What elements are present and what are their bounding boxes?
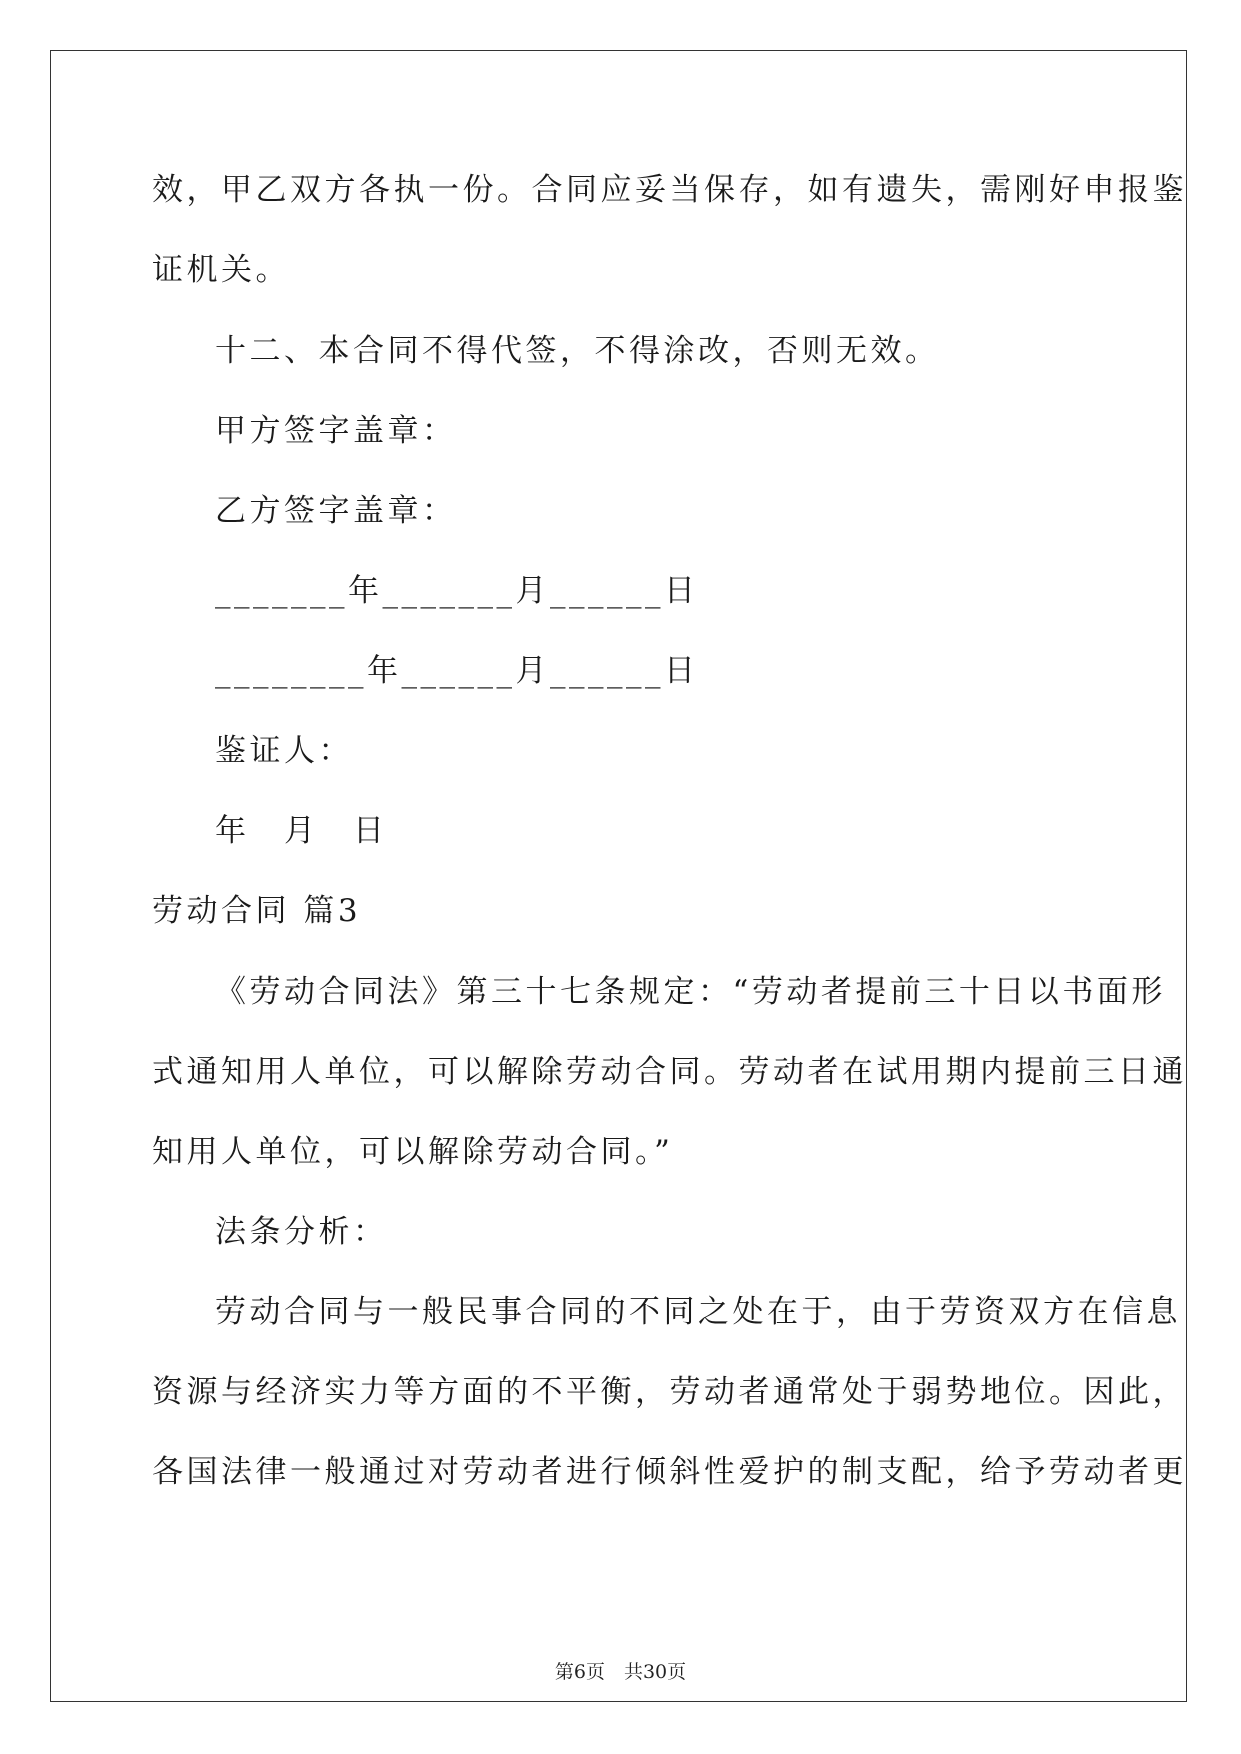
clause-twelve: 十二、本合同不得代签，不得涂改，否则无效。 — [215, 333, 940, 369]
party-b-signature-label: 乙方签字盖章： — [215, 493, 457, 529]
date-blank-1: _______年_______月______日 — [215, 573, 699, 609]
text-line-15: 劳动合同与一般民事合同的不同之处在于，由于劳资双方在信息 — [215, 1294, 1181, 1330]
text-line-13: 知用人单位，可以解除劳动合同。” — [152, 1134, 674, 1170]
witness-date: 年 月 日 — [215, 813, 388, 849]
text-line-16: 资源与经济实力等方面的不平衡，劳动者通常处于弱势地位。因此， — [152, 1374, 1187, 1410]
text-line-17: 各国法律一般通过对劳动者进行倾斜性爱护的制支配，给予劳动者更 — [152, 1454, 1187, 1490]
text-line-11: 《劳动合同法》第三十七条规定：“劳动者提前三十日以书面形 — [215, 974, 1166, 1010]
text-line-12: 式通知用人单位，可以解除劳动合同。劳动者在试用期内提前三日通 — [152, 1054, 1187, 1090]
analysis-label: 法条分析： — [215, 1214, 388, 1250]
section-heading: 劳动合同 篇3 — [152, 893, 362, 929]
party-a-signature-label: 甲方签字盖章： — [215, 413, 457, 449]
page-number-footer: 第6页 共30页 — [554, 1661, 687, 1683]
witness-label: 鉴证人： — [215, 733, 353, 769]
date-blank-2: ________年______月______日 — [215, 653, 699, 689]
text-line-2: 证机关。 — [152, 252, 290, 288]
text-line-1: 效，甲乙双方各执一份。合同应妥当保存，如有遗失，需刚好申报鉴 — [152, 172, 1187, 208]
